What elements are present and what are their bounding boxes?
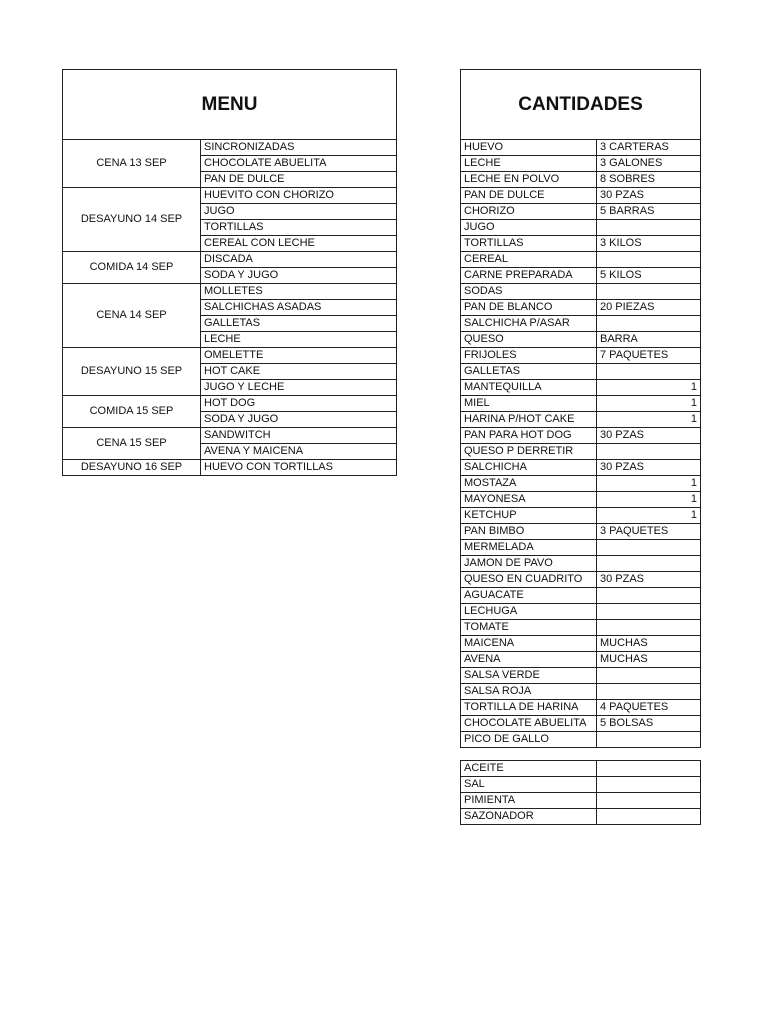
table-row (461, 793, 701, 809)
quantity-cell: 1 (597, 476, 701, 492)
table-row (461, 460, 701, 476)
table-row (461, 220, 701, 236)
table-row (63, 348, 397, 364)
table-row (461, 188, 701, 204)
dish-cell: HOT CAKE (201, 364, 397, 380)
meal-cell: DESAYUNO 14 SEP (63, 188, 201, 252)
dish-cell: OMELETTE (201, 348, 397, 364)
quantity-cell: BARRA (597, 332, 701, 348)
quantity-cell (597, 364, 701, 380)
quantity-cell: 3 GALONES (597, 156, 701, 172)
dish-cell: LECHE (201, 332, 397, 348)
table-row (461, 604, 701, 620)
quantity-cell: 1 (597, 380, 701, 396)
table-row (461, 620, 701, 636)
item-cell: SALCHICHA (461, 460, 597, 476)
quantity-cell: 3 KILOS (597, 236, 701, 252)
table-row (461, 348, 701, 364)
table-row (461, 236, 701, 252)
menu-table (62, 69, 397, 476)
dish-cell: SINCRONIZADAS (201, 140, 397, 156)
item-cell: SALSA VERDE (461, 668, 597, 684)
quantity-cell: 30 PZAS (597, 188, 701, 204)
quantity-cell (597, 316, 701, 332)
table-row (461, 252, 701, 268)
quantity-cell: 30 PZAS (597, 428, 701, 444)
dish-cell: SODA Y JUGO (201, 412, 397, 428)
table-row (461, 636, 701, 652)
item-cell: JAMON DE PAVO (461, 556, 597, 572)
quantity-cell: 1 (597, 508, 701, 524)
cantidades-table (460, 69, 701, 748)
table-row (461, 284, 701, 300)
table-row (461, 156, 701, 172)
item-cell: GALLETAS (461, 364, 597, 380)
item-cell: LECHUGA (461, 604, 597, 620)
table-row (461, 396, 701, 412)
dish-cell: SALCHICHAS ASADAS (201, 300, 397, 316)
quantity-cell (597, 793, 701, 809)
table-row (461, 777, 701, 793)
quantity-cell (597, 604, 701, 620)
meal-cell: COMIDA 15 SEP (63, 396, 201, 428)
item-cell: FRIJOLES (461, 348, 597, 364)
quantity-cell (597, 444, 701, 460)
dish-cell: JUGO Y LECHE (201, 380, 397, 396)
item-cell: QUESO P DERRETIR (461, 444, 597, 460)
quantity-cell (597, 684, 701, 700)
item-cell: LECHE (461, 156, 597, 172)
item-cell: CARNE PREPARADA (461, 268, 597, 284)
quantity-cell (597, 220, 701, 236)
item-cell: SALCHICHA P/ASAR (461, 316, 597, 332)
table-row (461, 476, 701, 492)
table-row (461, 572, 701, 588)
table-row (461, 268, 701, 284)
item-cell: TORTILLAS (461, 236, 597, 252)
quantity-cell: 30 PZAS (597, 572, 701, 588)
quantity-cell (597, 761, 701, 777)
item-cell: MIEL (461, 396, 597, 412)
item-cell: PAN DE DULCE (461, 188, 597, 204)
quantity-cell (597, 668, 701, 684)
quantity-cell: MUCHAS (597, 652, 701, 668)
table-row (461, 140, 701, 156)
dish-cell: DISCADA (201, 252, 397, 268)
dish-cell: CEREAL CON LECHE (201, 236, 397, 252)
item-cell: MAICENA (461, 636, 597, 652)
item-cell: LECHE EN POLVO (461, 172, 597, 188)
table-row (461, 684, 701, 700)
quantity-cell: 30 PZAS (597, 460, 701, 476)
item-cell: SODAS (461, 284, 597, 300)
dish-cell: HUEVITO CON CHORIZO (201, 188, 397, 204)
item-cell: SAZONADOR (461, 809, 597, 825)
item-cell: QUESO EN CUADRITO (461, 572, 597, 588)
item-cell: MOSTAZA (461, 476, 597, 492)
quantity-cell (597, 809, 701, 825)
table-row (461, 556, 701, 572)
quantity-cell (597, 588, 701, 604)
meal-cell: DESAYUNO 15 SEP (63, 348, 201, 396)
cantidades-title: CANTIDADES (461, 70, 701, 140)
table-row (63, 188, 397, 204)
item-cell: HARINA P/HOT CAKE (461, 412, 597, 428)
item-cell: KETCHUP (461, 508, 597, 524)
item-cell: CHORIZO (461, 204, 597, 220)
quantity-cell: 1 (597, 492, 701, 508)
quantity-cell: 8 SOBRES (597, 172, 701, 188)
dish-cell: PAN DE DULCE (201, 172, 397, 188)
table-row (461, 700, 701, 716)
item-cell: AGUACATE (461, 588, 597, 604)
item-cell: JUGO (461, 220, 597, 236)
table-row (461, 204, 701, 220)
quantity-cell: 5 BOLSAS (597, 716, 701, 732)
table-row (461, 761, 701, 777)
meal-cell: CENA 14 SEP (63, 284, 201, 348)
quantity-cell: 1 (597, 412, 701, 428)
item-cell: TORTILLA DE HARINA (461, 700, 597, 716)
table-row (63, 284, 397, 300)
quantity-cell: 5 KILOS (597, 268, 701, 284)
quantity-cell (597, 556, 701, 572)
item-cell: PICO DE GALLO (461, 732, 597, 748)
extras-table (460, 760, 701, 825)
table-row (461, 444, 701, 460)
quantity-cell: MUCHAS (597, 636, 701, 652)
quantity-cell (597, 540, 701, 556)
table-row (461, 380, 701, 396)
table-row (63, 460, 397, 476)
quantity-cell: 20 PIEZAS (597, 300, 701, 316)
quantity-cell: 3 PAQUETES (597, 524, 701, 540)
table-row (63, 428, 397, 444)
item-cell: CEREAL (461, 252, 597, 268)
table-row (461, 412, 701, 428)
item-cell: PAN PARA HOT DOG (461, 428, 597, 444)
table-row (461, 732, 701, 748)
meal-cell: CENA 15 SEP (63, 428, 201, 460)
dish-cell: TORTILLAS (201, 220, 397, 236)
table-row (461, 524, 701, 540)
item-cell: PAN DE BLANCO (461, 300, 597, 316)
table-row (63, 252, 397, 268)
item-cell: QUESO (461, 332, 597, 348)
table-row (461, 716, 701, 732)
quantity-cell: 3 CARTERAS (597, 140, 701, 156)
quantity-cell (597, 732, 701, 748)
dish-cell: JUGO (201, 204, 397, 220)
dish-cell: CHOCOLATE ABUELITA (201, 156, 397, 172)
table-row (461, 668, 701, 684)
table-row (461, 300, 701, 316)
table-row (461, 508, 701, 524)
table-row (63, 396, 397, 412)
item-cell: SAL (461, 777, 597, 793)
table-row (461, 428, 701, 444)
meal-cell: COMIDA 14 SEP (63, 252, 201, 284)
item-cell: HUEVO (461, 140, 597, 156)
table-row (461, 332, 701, 348)
item-cell: TOMATE (461, 620, 597, 636)
item-cell: MAYONESA (461, 492, 597, 508)
table-row (461, 540, 701, 556)
quantity-cell: 7 PAQUETES (597, 348, 701, 364)
item-cell: AVENA (461, 652, 597, 668)
quantity-cell: 4 PAQUETES (597, 700, 701, 716)
item-cell: CHOCOLATE ABUELITA (461, 716, 597, 732)
table-row (63, 140, 397, 156)
item-cell: PIMIENTA (461, 793, 597, 809)
dish-cell: SODA Y JUGO (201, 268, 397, 284)
item-cell: MANTEQUILLA (461, 380, 597, 396)
quantity-cell (597, 620, 701, 636)
table-row (461, 652, 701, 668)
quantity-cell: 1 (597, 396, 701, 412)
table-row (461, 172, 701, 188)
quantity-cell (597, 777, 701, 793)
dish-cell: SANDWITCH (201, 428, 397, 444)
table-row (461, 809, 701, 825)
item-cell: PAN BIMBO (461, 524, 597, 540)
item-cell: ACEITE (461, 761, 597, 777)
quantity-cell: 5 BARRAS (597, 204, 701, 220)
table-row (461, 364, 701, 380)
quantity-cell (597, 284, 701, 300)
quantity-cell (597, 252, 701, 268)
table-row (461, 316, 701, 332)
item-cell: MERMELADA (461, 540, 597, 556)
dish-cell: GALLETAS (201, 316, 397, 332)
dish-cell: HUEVO CON TORTILLAS (201, 460, 397, 476)
item-cell: SALSA ROJA (461, 684, 597, 700)
menu-title: MENU (63, 70, 397, 140)
table-row (461, 492, 701, 508)
meal-cell: CENA 13 SEP (63, 140, 201, 188)
meal-cell: DESAYUNO 16 SEP (63, 460, 201, 476)
dish-cell: AVENA Y MAICENA (201, 444, 397, 460)
dish-cell: HOT DOG (201, 396, 397, 412)
dish-cell: MOLLETES (201, 284, 397, 300)
table-row (461, 588, 701, 604)
